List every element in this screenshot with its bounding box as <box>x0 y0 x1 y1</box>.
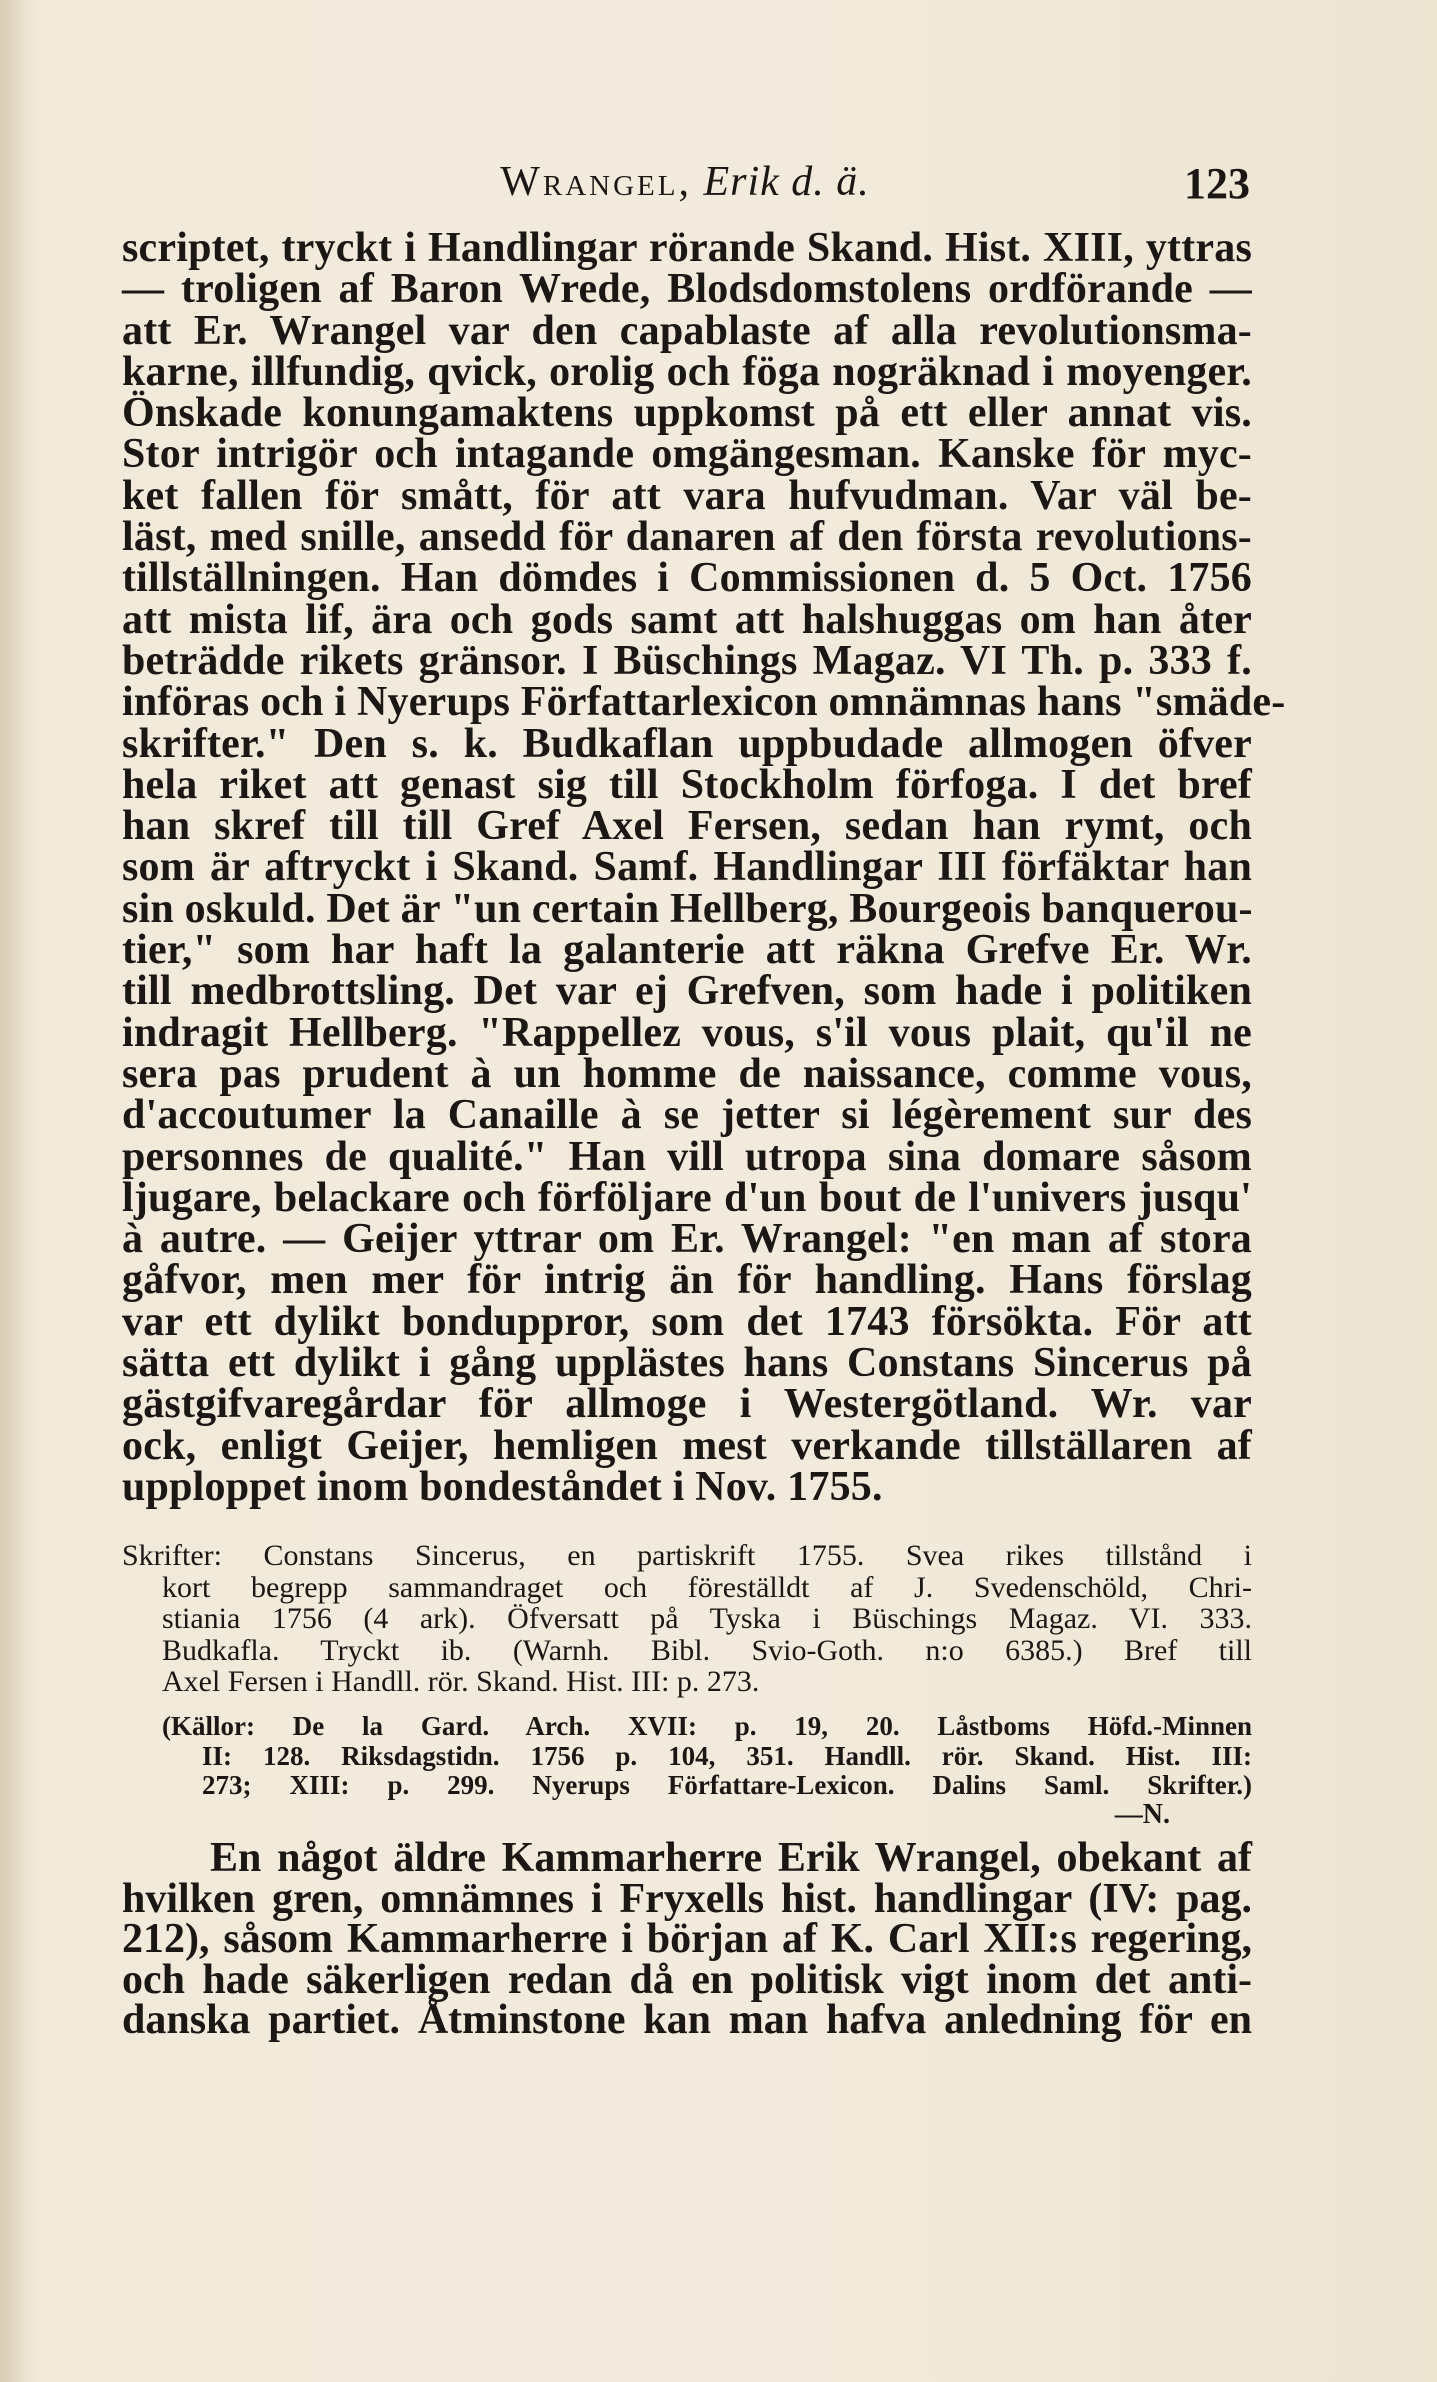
kallor-note <box>162 1712 1252 1801</box>
body-line: gästgifvaregårdar för allmoge i Westergötland. Wr. var <box>122 1381 1252 1428</box>
body-line: sera pas prudent à un homme de naissance, comme vous, <box>122 1050 1252 1097</box>
running-head-subtitle: Erik d. ä. <box>703 159 870 205</box>
running-head-name: Wrangel, <box>500 159 692 205</box>
kallor-line: (Källor: De la Gard. Arch. XVII: p. 19, 20. Låstboms Höfd.-Minnen <box>162 1711 1252 1741</box>
body-line: ock, enligt Geijer, hemligen mest verkande tillställaren af <box>122 1422 1252 1469</box>
body-line: sätta ett dylikt i gång upplästes hans Constans Sincerus på <box>122 1340 1252 1387</box>
skrifter-line: kort begrepp sammandraget och föreställdt af J. Svedenschöld, Chri- <box>162 1570 1252 1604</box>
body-line: Önskade konungamaktens uppkomst på ett eller annat vis. <box>122 390 1252 437</box>
body-line: tier," som har haft la galanterie att räkna Grefve Er. Wr. <box>122 927 1252 974</box>
body-line: karne, illfundig, qvick, orolig och föga nogräknad i moyenger. <box>122 348 1252 395</box>
author-signature: —N. <box>1114 1799 1170 1830</box>
kallor-line: 273; XIII: p. 299. Nyerups Författare-Lexicon. Dalins Saml. Skrifter.) <box>202 1770 1252 1800</box>
body-line: indragit Hellberg. "Rappellez vous, s'il vous plait, qu'il ne <box>122 1009 1252 1056</box>
para2-line: En något äldre Kammarherre Erik Wrangel, obekant af <box>210 1835 1252 1881</box>
gutter-shadow <box>0 0 26 2382</box>
page-number: 123 <box>1184 159 1250 208</box>
skrifter-line: Skrifter: Constans Sincerus, en partiskrift 1755. Svea rikes tillstånd i <box>122 1539 1252 1572</box>
skrifter-line: Axel Fersen i Handll. rör. Skand. Hist. III: p. 273. <box>162 1665 760 1698</box>
body-line: att Er. Wrangel var den capablaste af alla revolutionsma- <box>122 307 1252 354</box>
body-line: beträdde rikets gränsor. I Büschings Magaz. VI Th. p. 333 f. <box>122 637 1252 684</box>
body-line: han skref till till Gref Axel Fersen, sedan han rymt, och <box>122 803 1252 850</box>
second-paragraph <box>122 1835 1252 2043</box>
body-line: personnes de qualité." Han vill utropa sina domare såsom <box>122 1133 1252 1180</box>
main-paragraph <box>122 225 1286 1510</box>
page-header <box>120 150 1250 210</box>
body-line: skrifter." Den s. k. Budkaflan uppbudade allmogen öfver <box>122 720 1252 767</box>
skrifter-line: stiania 1756 (4 ark). Öfversatt på Tyska i Büschings Magaz. VI. 333. <box>162 1602 1252 1635</box>
body-line: upploppet inom bondeståndet i Nov. 1755. <box>122 1463 883 1510</box>
body-line: läst, med snille, ansedd för danaren af den första revolutions- <box>122 514 1252 561</box>
body-line: à autre. — Geijer yttrar om Er. Wrangel: "en man af stora <box>122 1216 1252 1263</box>
body-line: ljugare, belackare och förföljare d'un bout de l'univers jusqu' <box>122 1174 1252 1221</box>
body-line: Stor intrigör och intagande omgängesman. Kanske för myc- <box>122 431 1252 478</box>
body-line: att mista lif, ära och gods samt att halshuggas om han åter <box>122 596 1252 643</box>
body-line: scriptet, tryckt i Handlingar rörande Skand. Hist. XIII, yttras <box>122 225 1252 271</box>
skrifter-line: Budkafla. Tryckt ib. (Warnh. Bibl. Svio-Goth. n:o 6385.) Bref till <box>162 1633 1252 1667</box>
body-line: var ett dylikt bonduppror, som det 1743 försökta. För att <box>122 1298 1252 1345</box>
skrifter-note <box>122 1540 1252 1698</box>
kallor-line: II: 128. Riksdagstidn. 1756 p. 104, 351. Handll. rör. Skand. Hist. III: <box>202 1740 1252 1771</box>
body-line: tillställningen. Han dömdes i Commissionen d. 5 Oct. 1756 <box>122 555 1252 602</box>
body-line: införas och i Nyerups Författarlexicon omnämnas hans "smäde- <box>122 679 1286 726</box>
para2-line: 212), såsom Kammarherre i början af K. Carl XII:s regering, <box>122 1916 1252 1962</box>
body-line: — troligen af Baron Wrede, Blodsdomstolens ordförande — <box>122 266 1252 313</box>
body-line: gåfvor, men mer för intrig än för handling. Hans förslag <box>122 1257 1252 1304</box>
body-line: till medbrottsling. Det var ej Grefven, som hade i politiken <box>122 968 1252 1015</box>
running-head <box>120 158 1250 206</box>
body-line: ket fallen för smått, för att vara hufvudman. Var väl be- <box>122 472 1252 519</box>
body-line: hela riket att genast sig till Stockholm förfoga. I det bref <box>122 761 1252 808</box>
body-line: sin oskuld. Det är "un certain Hellberg, Bourgeois banquerou- <box>122 885 1253 932</box>
para2-line: danska partiet. Åtminstone kan man hafva anledning för en <box>122 1997 1252 2043</box>
para2-line: och hade säkerligen redan då en politisk vigt inom det anti- <box>122 1956 1252 2003</box>
body-line: d'accoutumer la Canaille à se jetter si légèrement sur des <box>122 1092 1252 1139</box>
body-line: som är aftryckt i Skand. Samf. Handlingar III förfäktar han <box>122 844 1252 891</box>
para2-line: hvilken gren, omnämnes i Fryxells hist. handlingar (IV: pag. <box>122 1875 1252 1922</box>
